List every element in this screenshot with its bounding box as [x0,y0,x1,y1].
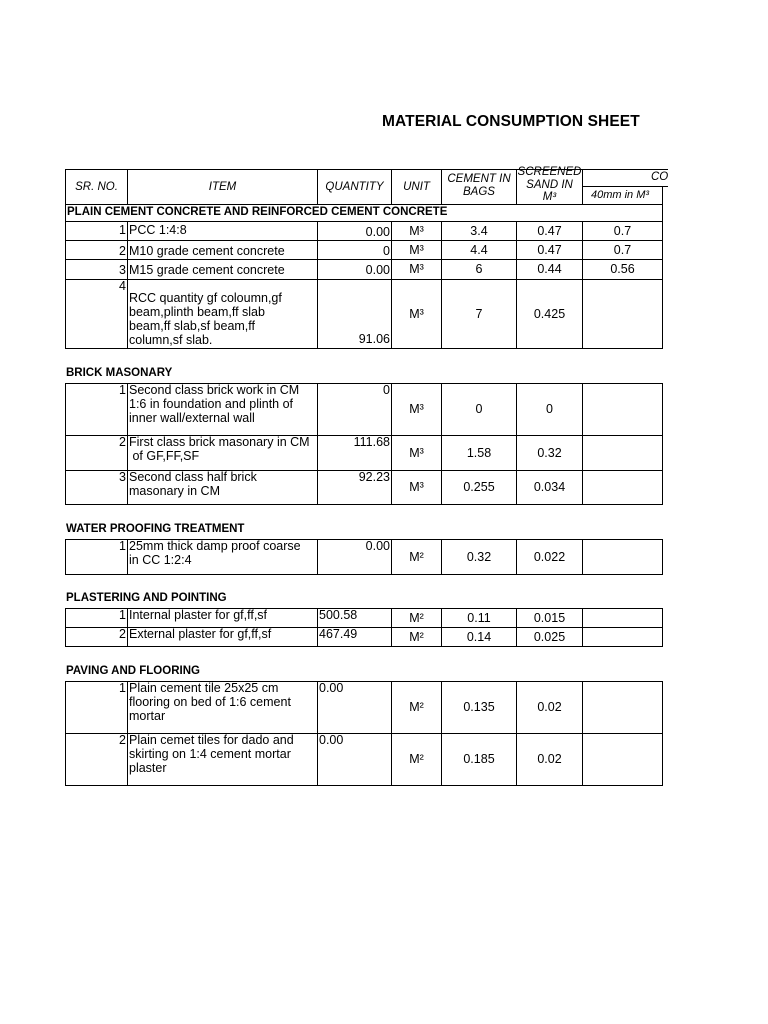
qty-value: 0.00 [319,733,344,747]
header-sand-line3: M³ [542,191,557,203]
item-text-line: Plain cement tile 25x25 cm [129,681,279,695]
qty-cell [317,627,392,647]
qty-cell [317,383,392,436]
aggregate-cell [582,608,663,628]
sr-value: 1 [119,608,126,622]
item-cell [127,383,318,436]
item-text: PCC 1:4:8 [129,223,187,237]
cement-cell: 0.14 [441,627,517,647]
header-coarse-40mm [582,186,663,205]
sand-cell: 0.02 [516,681,583,734]
header-item: ITEM [127,169,318,205]
sr-value: 2 [119,435,126,449]
item-text-line: 25mm thick damp proof coarse [129,539,301,553]
sand-cell: 0.32 [516,435,583,471]
item-text-line: flooring on bed of 1:6 cement [129,695,291,709]
header-unit: UNIT [391,169,442,205]
sr-cell [65,470,128,505]
header-coarse-sub: 40mm in M³ [591,189,650,201]
sr-cell [65,240,128,260]
qty-cell [317,279,392,349]
sr-cell [65,539,128,575]
item-text-line: First class brick masonary in CM [129,435,310,449]
section-title-pcc: PLAIN CEMENT CONCRETE AND REINFORCED CEMENT CONCRETE [67,206,448,218]
item-text: M10 grade cement concrete [129,244,285,258]
cement-cell: 1.58 [441,435,517,471]
sr-cell [65,681,128,734]
sr-cell [65,259,128,280]
aggregate-cell [582,733,663,786]
qty-value: 467.49 [319,627,358,641]
unit-cell: M² [391,608,442,628]
qty-value: 92.23 [358,470,390,484]
item-cell [127,221,318,241]
sr-value: 1 [119,383,126,397]
cement-cell: 4.4 [441,240,517,260]
sheet-title: MATERIAL CONSUMPTION SHEET [382,113,640,130]
cement-cell: 3.4 [441,221,517,241]
aggregate-cell [582,383,663,436]
aggregate-cell [582,279,663,349]
sr-cell [65,733,128,786]
item-text: External plaster for gf,ff,sf [129,627,272,641]
item-text-line: masonary in CM [129,484,220,498]
sand-cell: 0.025 [516,627,583,647]
item-text-line: in CC 1:2:4 [129,553,192,567]
aggregate-cell: 0.7 [582,221,663,241]
item-cell [127,608,318,628]
sr-value: 2 [119,244,126,258]
unit-cell: M² [391,681,442,734]
sr-cell [65,279,128,349]
qty-cell [317,608,392,628]
qty-cell [317,221,392,241]
sr-cell [65,221,128,241]
aggregate-cell [582,681,663,734]
sr-cell [65,627,128,647]
unit-cell: M² [391,627,442,647]
sr-value: 2 [119,627,126,641]
qty-cell [317,259,392,280]
item-text-line: skirting on 1:4 cement mortar [129,747,291,761]
item-text-line: RCC quantity gf coloumn,gf [129,291,282,305]
unit-cell: M³ [391,240,442,260]
qty-value: 0.00 [365,225,390,239]
header-sand-line2: SAND IN [526,179,573,191]
qty-value: 500.58 [319,608,358,622]
qty-cell [317,240,392,260]
sr-value: 3 [119,470,126,484]
unit-cell: M² [391,539,442,575]
item-cell [127,470,318,505]
section-title-brick: BRICK MASONARY [66,367,173,379]
sr-value: 1 [119,681,126,695]
qty-value: 0 [383,383,390,397]
item-text-line: beam,ff slab,sf beam,ff [129,319,255,333]
sand-cell: 0.022 [516,539,583,575]
sand-cell: 0.47 [516,240,583,260]
item-cell [127,627,318,647]
item-text-line: 1:6 in foundation and plinth of [129,397,294,411]
qty-value: 91.06 [358,332,390,346]
cement-cell: 0.135 [441,681,517,734]
sr-value: 1 [119,223,126,237]
unit-cell: M³ [391,435,442,471]
header-sand-line1: SCREENED [517,166,582,178]
item-text-line: column,sf slab. [129,333,213,347]
sand-cell: 0.015 [516,608,583,628]
header-cement-line1: CEMENT IN [447,173,511,185]
qty-cell [317,539,392,575]
aggregate-cell [582,627,663,647]
sr-cell [65,383,128,436]
sand-cell: 0.44 [516,259,583,280]
header-coarse-top: CO [651,171,668,183]
sr-cell [65,608,128,628]
cement-cell: 0.255 [441,470,517,505]
item-text-line: Second class brick work in CM [129,383,300,397]
header-screened-sand [516,166,583,205]
item-cell [127,279,318,349]
section-title-paving: PAVING AND FLOORING [66,665,200,677]
item-text-line: Plain cemet tiles for dado and [129,733,294,747]
cement-cell: 7 [441,279,517,349]
unit-cell: M³ [391,279,442,349]
item-cell [127,259,318,280]
sr-cell [65,435,128,471]
qty-cell [317,435,392,471]
aggregate-cell: 0.7 [582,240,663,260]
qty-value: 0 [383,244,390,258]
cement-cell: 0.32 [441,539,517,575]
header-sr-no: SR. NO. [65,169,128,205]
sand-cell: 0.47 [516,221,583,241]
item-text-line: beam,plinth beam,ff slab [129,305,265,319]
sand-cell: 0 [516,383,583,436]
item-cell [127,240,318,260]
sand-cell: 0.02 [516,733,583,786]
item-text: M15 grade cement concrete [129,263,285,277]
section-title-water: WATER PROOFING TREATMENT [66,523,245,535]
aggregate-cell [582,435,663,471]
qty-value: 0.00 [365,263,390,277]
aggregate-cell [582,470,663,505]
cement-cell: 6 [441,259,517,280]
section-title-plaster: PLASTERING AND POINTING [66,592,227,604]
item-cell [127,681,318,734]
unit-cell: M³ [391,470,442,505]
header-quantity: QUANTITY [317,169,392,205]
header-cement-bags [441,169,517,205]
item-text-line: Second class half brick [129,470,257,484]
item-text-line: inner wall/external wall [129,411,255,425]
header-coarse-aggregate [582,169,668,187]
aggregate-cell [582,539,663,575]
cement-cell: 0 [441,383,517,436]
item-cell [127,435,318,471]
aggregate-cell: 0.56 [582,259,663,280]
item-text: Internal plaster for gf,ff,sf [129,608,268,622]
item-cell [127,539,318,575]
item-text-line: of GF,FF,SF [129,449,200,463]
sr-value: 4 [119,279,126,293]
qty-value: 111.68 [353,435,390,449]
cement-cell: 0.185 [441,733,517,786]
item-text-line: mortar [129,709,166,723]
unit-cell: M³ [391,221,442,241]
item-cell [127,733,318,786]
section-row-pcc [65,204,663,222]
sand-cell: 0.034 [516,470,583,505]
header-cement-line2: BAGS [463,186,495,198]
unit-cell: M³ [391,259,442,280]
qty-cell [317,470,392,505]
sr-value: 3 [119,263,126,277]
qty-value: 0.00 [319,681,344,695]
sr-value: 1 [119,539,126,553]
qty-cell [317,681,392,734]
item-text-line: plaster [129,761,167,775]
unit-cell: M³ [391,383,442,436]
cement-cell: 0.11 [441,608,517,628]
unit-cell: M² [391,733,442,786]
sr-value: 2 [119,733,126,747]
qty-cell [317,733,392,786]
sand-cell: 0.425 [516,279,583,349]
qty-value: 0.00 [365,539,390,553]
